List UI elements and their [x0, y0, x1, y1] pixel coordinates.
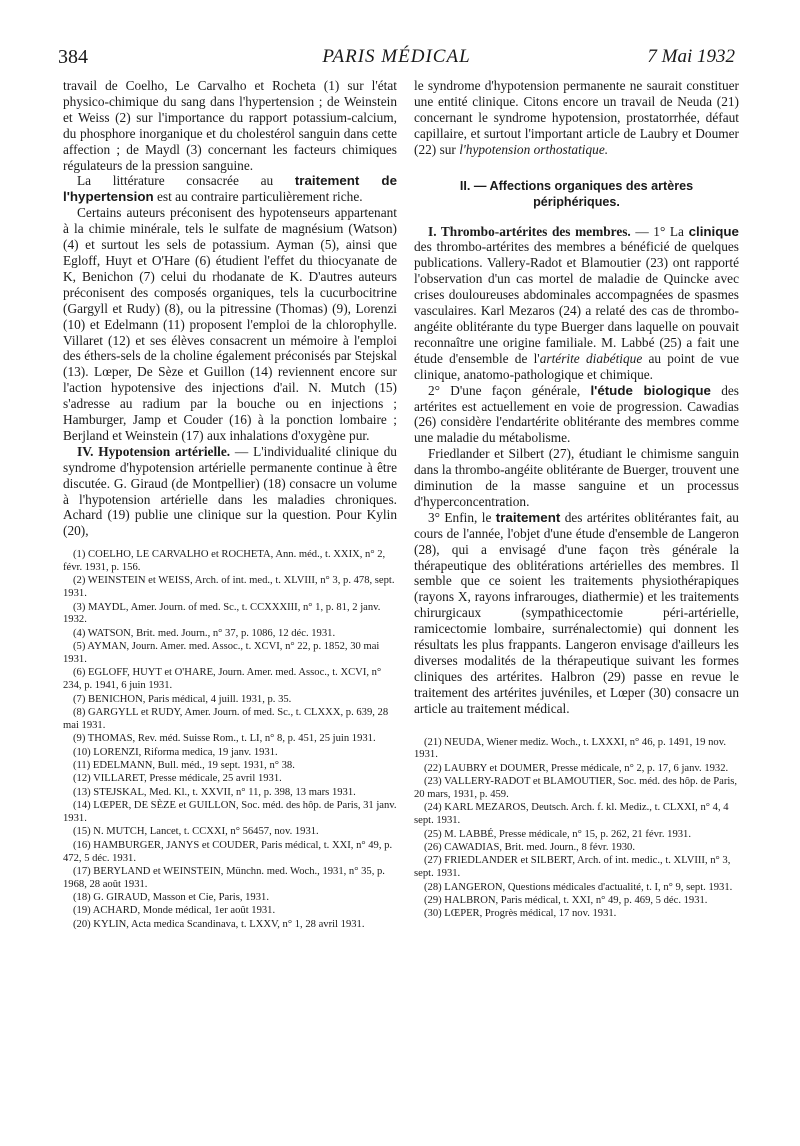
section-heading: II. — Affections organiques des artères périphériques.	[459, 178, 694, 209]
footnote: (17) BERYLAND et WEINSTEIN, Münchn. med. Woch., 1931, n° 35, p. 1968, 28 août 1931.	[63, 865, 385, 890]
emphasis: traitement de l'hypertension	[63, 173, 397, 205]
footnote: (16) HAMBURGER, JANYS et COUDER, Paris médical, t. XXI, n° 49, p. 472, 5 déc. 1931.	[63, 839, 393, 864]
footnote: (4) WATSON, Brit. med. Journ., n° 37, p. 1086, 12 déc. 1931.	[73, 627, 336, 639]
footnote: (2) WEINSTEIN et WEISS, Arch. of int. med., t. XLVIII, n° 3, p. 478, sept. 1931.	[63, 575, 395, 600]
footnote: (22) LAUBRY et DOUMER, Presse médicale, n° 2, p. 17, 6 janv. 1932.	[424, 762, 729, 774]
footnote: (5) AYMAN, Journ. Amer. med. Assoc., t. XCVI, n° 22, p. 1852, 30 mai 1931.	[63, 641, 380, 666]
paragraph: Certains auteurs préconisent des hypotenseurs appartenant à la chimie minérale, tels le sulfate de magnésium (Watson) (4) et surtout les sels de potassium. Ayman (5), ainsi que Egloff, Huyt et O'Hare (6) étudient l'effet du thiocyanate de K, Benichon (7) celui du rhodanate de K. D'autres auteurs préconisent des composés organiques, tels la cucurbocitrine (Gargyll et Rudy) (8), ou la pitressine (Thomas) (9), Lorenzi (10) et Edelmann (11) proposent l'emploi de la chlorophylle. Villaret (12) et ses élèves consacrent un mémoire à l'emploi des éthers-sels de la choline également préconisés par Stejskal (13). Lœper, De Sèze et Guillon (14) reviennent encore sur l'action hypotensive des injections d'ail. N. Mutch (15) s'adresse au radium par la bouche ou en injections ; Hamburger, Jamp et Couder (16) à la ponction lombaire ; Berjland et Weinstein (17) aux inhalations d'oxygène pur.	[63, 205, 397, 443]
footnote: (8) GARGYLL et RUDY, Amer. Journ. of med. Sc., t. CLXXX, p. 639, 28 mai 1931.	[63, 707, 389, 731]
emphasis: l'hypotension orthostatique.	[459, 141, 609, 157]
footnote: (11) EDELMANN, Bull. méd., 19 sept. 1931, n° 38.	[73, 759, 295, 771]
footnote: (19) ACHARD, Monde médical, 1er août 1931.	[73, 905, 276, 917]
emphasis: artérite diabétique	[539, 350, 643, 366]
footnote: (10) LORENZI, Riforma medica, 19 janv. 1931.	[73, 746, 278, 758]
footnote: (25) M. LABBÉ, Presse médicale, n° 15, p. 262, 21 févr. 1931.	[424, 828, 691, 840]
paragraph: 2° D'une façon générale, l'étude biologique des artérites est actuellement en voie de progression. Cawadias (26) considère l'endartérite oblitérante des membres comme une maladie du métabolisme.	[414, 382, 739, 446]
left-column	[63, 78, 397, 932]
footnote: (12) VILLARET, Presse médicale, 25 avril 1931.	[73, 773, 282, 785]
footnotes-right	[414, 737, 739, 922]
paragraph: IV. Hypotension artérielle. — L'individualité clinique du syndrome d'hypotension artérielle permanente continue à être discutée. G. Giraud (de Montpellier) (18) consacre un volume à l'hypotension artérielle dans les maladies chroniques. Achard (19) publie une clinique sur la question. Pour Kylin (20),	[63, 443, 397, 539]
paragraph: I. Thrombo-artérites des membres. — 1° La clinique des thrombo-artérites des membres a bénéficié de quelques publications. Vallery-Radot et Blamoutier (23) ont rapporté l'observation d'un cas mortel de maladie de Quincke avec crises douloureuses abdominales accompagnées de spasmes vasculaires. Karl Mezaros (24) a relaté des cas de thrombo-angéite oblitérante du type Buerger dans laquelle on pouvait reconnaître une origine familiale. M. Labbé (25) a fait une étude d'ensemble de l'artérite diabétique au point de vue clinique, anatomo-pathologique et chimique.	[414, 223, 739, 382]
section-title: IV. Hypotension artérielle.	[77, 443, 231, 459]
paragraph: Friedlander et Silbert (27), étudiant le chimisme sanguin dans la thrombo-angéite oblitérante de Buerger, trouvent une diminution de la masse sanguine et un processus d'hyperconcentration.	[414, 446, 739, 509]
subsection-title: I. Thrombo-artérites des membres.	[428, 223, 631, 239]
footnote: (24) KARL MEZAROS, Deutsch. Arch. f. kl. Mediz., t. CLXXI, n° 4, 4 sept. 1931.	[414, 802, 729, 827]
paragraph: 3° Enfin, le traitement des artérites oblitérantes fait, au cours de l'année, l'objet d'une étude d'ensemble de Langeron (28), qui a envisagé d'une façon très générale la thérapeutique des oblitérations artérielles des membres. Il semble que ce soient les traitements physiothérapiques (rayons X, rayons infrarouges, diathermie) et les traitements chirurgicaux (sympathicectomie péri-artérielle, ramicectomie lombaire, surrénalectomie) qui donnent les résultats les plus frappants. Langeron envisage d'ailleurs les diverses modalités de la thérapeutique suivant les formes cliniques des artérites. Halbron (29) passe en revue le traitement des artérites juvéniles, et Lœper (30) consacre un article au traitement médical.	[414, 509, 739, 716]
footnote: (14) LŒPER, DE SÈZE et GUILLON, Soc. méd. des hôp. de Paris, 31 janv. 1931.	[63, 800, 397, 824]
footnote: (20) KYLIN, Acta medica Scandinava, t. LXXV, n° 1, 28 avril 1931.	[73, 918, 365, 930]
footnote: (23) VALLERY-RADOT et BLAMOUTIER, Soc. méd. des hôp. de Paris, 20 mars, 1931, p. 459.	[414, 776, 738, 800]
paragraph: travail de Coelho, Le Carvalho et Rocheta (1) sur l'état physico-chimique du sang dans l'hypertension ; de Weinstein et Weiss (2) sur l'importance du rapport potassium-calcium, du phosphore inorganique et du cholestérol sanguin dans cette affection ; de Maydl (3) concernant les facteurs chimiques régulateurs de la pression sanguine.	[63, 78, 397, 173]
journal-title: PARIS MÉDICAL	[322, 46, 471, 67]
footnote: (28) LANGERON, Questions médicales d'actualité, t. I, n° 9, sept. 1931.	[424, 881, 733, 893]
footnote: (29) HALBRON, Paris médical, t. XXI, n° 49, p. 469, 5 déc. 1931.	[424, 894, 708, 906]
emphasis: clinique	[688, 223, 739, 239]
footnote: (9) THOMAS, Rev. méd. Suisse Rom., t. LI, n° 8, p. 451, 25 juin 1931.	[73, 733, 376, 745]
footnote: (21) NEUDA, Wiener mediz. Woch., t. LXXXI, n° 46, p. 1491, 19 nov. 1931.	[414, 736, 726, 761]
footnote: (27) FRIEDLANDER et SILBERT, Arch. of int. medic., t. XLVIII, n° 3, sept. 1931.	[414, 855, 731, 880]
page-number: 384	[58, 46, 88, 68]
footnote: (1) COELHO, LE CARVALHO et ROCHETA, Ann. méd., t. XXIX, n° 2, févr. 1931, p. 156.	[63, 549, 386, 574]
emphasis: l'étude biologique	[590, 382, 711, 398]
footnote: (26) CAWADIAS, Brit. med. Journ., 8 févr. 1930.	[424, 841, 636, 853]
footnote: (3) MAYDL, Amer. Journ. of med. Sc., t. CCXXXIII, n° 1, p. 81, 2 janv. 1932.	[63, 601, 381, 626]
footnote: (13) STEJSKAL, Med. Kl., t. XXVII, n° 11, p. 398, 13 mars 1931.	[73, 786, 356, 798]
paragraph: le syndrome d'hypotension permanente ne saurait constituer une entité clinique. Citons encore un travail de Neuda (21) concernant le syndrome hypotension, prostatorrhée, défaut capillaire, et surtout l'important article de Laubry et Doumer (22) sur l'hypotension orthostatique.	[414, 78, 739, 157]
paragraph: La littérature consacrée au traitement de l'hypertension est au contraire particulièrement riche.	[63, 173, 397, 205]
footnote: (7) BENICHON, Paris médical, 4 juill. 1931, p. 35.	[73, 693, 292, 705]
right-column	[414, 78, 739, 922]
footnote: (15) N. MUTCH, Lancet, t. CCXXI, n° 56457, nov. 1931.	[73, 826, 319, 838]
footnotes-left	[63, 549, 397, 931]
emphasis: traitement	[495, 509, 561, 525]
footnote: (6) EGLOFF, HUYT et O'HARE, Journ. Amer. med. Assoc., t. XCVI, n° 234, p. 1941, 6 juin 1931.	[63, 667, 382, 692]
footnote: (30) LŒPER, Progrès médical, 17 nov. 1931.	[424, 908, 617, 920]
page-header	[58, 46, 735, 76]
footnote: (18) G. GIRAUD, Masson et Cie, Paris, 1931.	[73, 892, 269, 904]
issue-date: 7 Mai 1932	[647, 46, 735, 67]
